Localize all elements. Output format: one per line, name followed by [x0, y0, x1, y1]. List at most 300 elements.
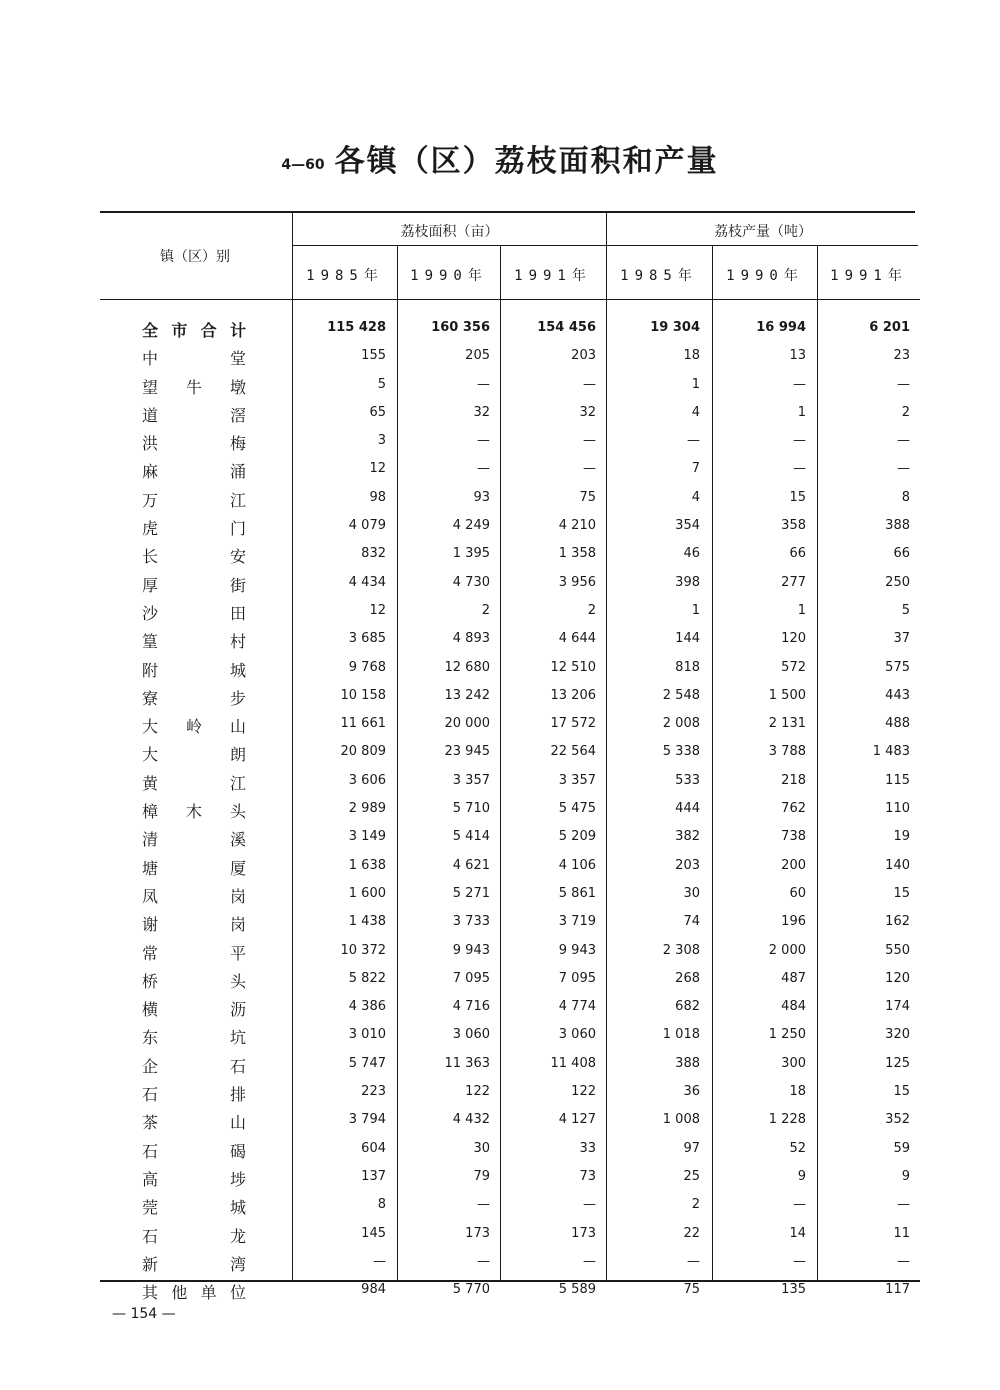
- table-cell: 125: [885, 1055, 910, 1071]
- row-name: [142, 601, 246, 624]
- row-name-char: 其: [142, 1283, 159, 1303]
- table-row: [100, 771, 920, 799]
- row-name: [142, 714, 246, 737]
- table-cell: —: [687, 433, 700, 449]
- table-cell: —: [373, 1253, 386, 1269]
- table-cell: 4 432: [452, 1112, 490, 1128]
- table-cell: 36: [683, 1084, 700, 1100]
- table-cell: 4: [691, 404, 700, 420]
- table-cell: 3 956: [558, 574, 596, 590]
- table-cell: 5 770: [452, 1282, 490, 1298]
- table-cell: 52: [789, 1140, 806, 1156]
- row-name-char: 朗: [229, 745, 246, 765]
- row-name: [142, 318, 246, 341]
- row-name-char: 高: [142, 1169, 159, 1189]
- row-name-char: 他: [171, 1283, 188, 1303]
- table-cell: 277: [781, 574, 806, 590]
- table-cell: 738: [781, 829, 806, 845]
- table-cell: 8: [901, 489, 910, 505]
- table-cell: 196: [781, 914, 806, 930]
- row-name-char: 沥: [229, 1000, 246, 1020]
- table-cell: 140: [885, 857, 910, 873]
- table-cell: 11: [893, 1225, 910, 1241]
- row-name: [142, 771, 246, 794]
- table-cell: 22: [683, 1225, 700, 1241]
- table-cell: 23 945: [444, 744, 490, 760]
- table-row: [100, 629, 920, 657]
- row-name-char: 排: [229, 1085, 246, 1105]
- table-row: [100, 516, 920, 544]
- row-name-char: 埗: [229, 1169, 246, 1189]
- table-cell: 5 822: [348, 970, 386, 986]
- row-name-char: 墩: [229, 377, 246, 397]
- table-cell: 22 564: [550, 744, 596, 760]
- table-cell: 154 456: [537, 320, 596, 335]
- row-name-char: 城: [229, 1198, 246, 1218]
- table-cell: 12: [369, 461, 386, 477]
- table-cell: 300: [781, 1055, 806, 1071]
- table-cell: 5 861: [558, 885, 596, 901]
- table-cell: 4 249: [452, 518, 490, 534]
- table-cell: 2: [691, 1197, 700, 1213]
- row-name-char: 位: [229, 1283, 246, 1303]
- row-name-char: 沙: [142, 603, 159, 623]
- row-name-char: 湾: [229, 1254, 246, 1274]
- table-cell: 122: [571, 1084, 596, 1100]
- table-row: [100, 1110, 920, 1138]
- table-cell: 2: [901, 404, 910, 420]
- table-cell: 13: [789, 348, 806, 364]
- row-name-char: 合: [200, 321, 217, 340]
- table-cell: 23: [893, 348, 910, 364]
- table-cell: 144: [675, 631, 700, 647]
- table-row: [100, 969, 920, 997]
- table-cell: 20 809: [340, 744, 386, 760]
- table-cell: 32: [473, 404, 490, 420]
- table-row: [100, 1195, 920, 1223]
- row-name-char: 厚: [142, 575, 159, 595]
- table-cell: 4 730: [452, 574, 490, 590]
- row-name-char: 牛: [185, 377, 202, 397]
- row-name-char: 涌: [229, 462, 246, 482]
- table-cell: 75: [683, 1282, 700, 1298]
- row-name-char: 堂: [229, 349, 246, 369]
- table-cell: 7 095: [452, 970, 490, 986]
- table-row: [100, 1025, 920, 1053]
- table-cell: —: [793, 1253, 806, 1269]
- row-name-char: 岭: [185, 717, 202, 737]
- table-row: [100, 742, 920, 770]
- row-name: [142, 403, 246, 426]
- table-cell: 984: [361, 1282, 386, 1298]
- table-cell: 155: [361, 348, 386, 364]
- row-name-char: 坑: [229, 1028, 246, 1048]
- table-cell: 11 363: [444, 1055, 490, 1071]
- table-cell: 75: [579, 489, 596, 505]
- table-cell: 137: [361, 1168, 386, 1184]
- table-cell: 533: [675, 772, 700, 788]
- year-header: 1985年: [306, 268, 384, 284]
- row-name-char: 山: [229, 717, 246, 737]
- table-number: 4—60: [281, 157, 325, 173]
- table-cell: 1: [691, 376, 700, 392]
- table-cell: —: [583, 433, 596, 449]
- table-cell: 60: [789, 885, 806, 901]
- table-cell: 2 308: [662, 942, 700, 958]
- table-cell: 398: [675, 574, 700, 590]
- table-row: [100, 856, 920, 884]
- table-cell: 762: [781, 801, 806, 817]
- table-cell: —: [687, 1253, 700, 1269]
- row-name: [142, 912, 246, 935]
- row-name-char: 长: [142, 547, 159, 567]
- table-cell: 382: [675, 829, 700, 845]
- table-title-text: 各镇（区）荔枝面积和产量: [334, 144, 719, 179]
- table-cell: —: [583, 461, 596, 477]
- table-cell: 682: [675, 999, 700, 1015]
- table-cell: 120: [781, 631, 806, 647]
- row-name-char: 黄: [142, 773, 159, 793]
- table-cell: 443: [885, 687, 910, 703]
- table-cell: 122: [465, 1084, 490, 1100]
- table-cell: 1 638: [348, 857, 386, 873]
- table-cell: 388: [885, 518, 910, 534]
- table-cell: —: [897, 461, 910, 477]
- table-cell: 3: [377, 433, 386, 449]
- row-name-char: 街: [229, 575, 246, 595]
- top-rule: [100, 211, 915, 213]
- table-cell: —: [583, 1197, 596, 1213]
- table-cell: 3 719: [558, 914, 596, 930]
- table-row: [100, 799, 920, 827]
- table-cell: 223: [361, 1084, 386, 1100]
- table-cell: 79: [473, 1168, 490, 1184]
- table-cell: 13 242: [444, 687, 490, 703]
- table-cell: 604: [361, 1140, 386, 1156]
- year-header: 1991年: [830, 268, 908, 284]
- table-cell: —: [477, 461, 490, 477]
- row-name-char: 山: [229, 1113, 246, 1133]
- row-name: [142, 629, 246, 652]
- table-cell: 115 428: [327, 320, 386, 335]
- row-name: [142, 1139, 246, 1162]
- year-header: 1990年: [726, 268, 804, 284]
- row-name-char: 江: [229, 490, 246, 510]
- row-name-char: 田: [229, 603, 246, 623]
- table-cell: 25: [683, 1168, 700, 1184]
- table-cell: 550: [885, 942, 910, 958]
- table-cell: —: [897, 433, 910, 449]
- table-cell: 4 386: [348, 999, 386, 1015]
- row-name: [142, 375, 246, 398]
- row-name-char: 梅: [229, 434, 246, 454]
- table-row: [100, 431, 920, 459]
- table-cell: 8: [377, 1197, 386, 1213]
- row-name-char: 碣: [229, 1141, 246, 1161]
- table-cell: 3 357: [452, 772, 490, 788]
- table-cell: 162: [885, 914, 910, 930]
- row-name: [142, 1195, 246, 1218]
- table-cell: 174: [885, 999, 910, 1015]
- row-name-char: 桥: [142, 971, 159, 991]
- row-name-char: 头: [229, 802, 246, 822]
- table-cell: 358: [781, 518, 806, 534]
- output-group-header: 荔枝产量（吨）: [714, 224, 812, 240]
- row-name: [142, 573, 246, 596]
- table-row: [100, 1280, 920, 1308]
- table-cell: 120: [885, 970, 910, 986]
- row-name-char: 洪: [142, 434, 159, 454]
- table-cell: 4 644: [558, 631, 596, 647]
- table-cell: 4 774: [558, 999, 596, 1015]
- table-cell: 5 710: [452, 801, 490, 817]
- row-name-char: 江: [229, 773, 246, 793]
- table-cell: 3 685: [348, 631, 386, 647]
- table-cell: 2 989: [348, 801, 386, 817]
- table-cell: 32: [579, 404, 596, 420]
- table-row-total: [100, 318, 920, 346]
- table-cell: 4 127: [558, 1112, 596, 1128]
- table-cell: 9 943: [558, 942, 596, 958]
- row-name-char: 常: [142, 943, 159, 963]
- table-cell: 1 008: [662, 1112, 700, 1128]
- table-cell: 1 358: [558, 546, 596, 562]
- row-name-char: 企: [142, 1056, 159, 1076]
- table-cell: 1 483: [872, 744, 910, 760]
- row-name: [142, 941, 246, 964]
- table-cell: 1 600: [348, 885, 386, 901]
- table-cell: 488: [885, 716, 910, 732]
- table-cell: 30: [473, 1140, 490, 1156]
- table-cell: 145: [361, 1225, 386, 1241]
- row-name: [142, 516, 246, 539]
- row-name-char: 万: [142, 490, 159, 510]
- row-name: [142, 997, 246, 1020]
- row-name: [142, 1224, 246, 1247]
- row-name-char: 村: [229, 632, 246, 652]
- table-cell: 388: [675, 1055, 700, 1071]
- row-name-char: 清: [142, 830, 159, 850]
- table-cell: 3 357: [558, 772, 596, 788]
- row-name-char: 龙: [229, 1226, 246, 1246]
- table-cell: 160 356: [431, 320, 490, 335]
- table-cell: 173: [571, 1225, 596, 1241]
- table-cell: 1 228: [768, 1112, 806, 1128]
- table-cell: —: [793, 1197, 806, 1213]
- table-cell: 19 304: [650, 320, 700, 335]
- row-name: [142, 459, 246, 482]
- row-name: [142, 969, 246, 992]
- row-name-char: 塘: [142, 858, 159, 878]
- row-name: [142, 346, 246, 369]
- row-name: [142, 544, 246, 567]
- row-name-char: 横: [142, 1000, 159, 1020]
- table-cell: 12 510: [550, 659, 596, 675]
- table-row: [100, 997, 920, 1025]
- row-name-char: 木: [185, 802, 202, 822]
- table-cell: 1 250: [768, 1027, 806, 1043]
- row-name-char: 樟: [142, 802, 159, 822]
- table-cell: 110: [885, 801, 910, 817]
- table-cell: 3 733: [452, 914, 490, 930]
- table-row: [100, 544, 920, 572]
- row-name-char: 溪: [229, 830, 246, 850]
- table-cell: 10 372: [340, 942, 386, 958]
- row-name-char: 石: [142, 1085, 159, 1105]
- row-name: [142, 658, 246, 681]
- table-cell: 5: [377, 376, 386, 392]
- table-cell: 135: [781, 1282, 806, 1298]
- table-cell: 2 131: [768, 716, 806, 732]
- table-cell: 487: [781, 970, 806, 986]
- row-name-char: 岗: [229, 915, 246, 935]
- table-cell: 1: [797, 602, 806, 618]
- table-cell: 3 149: [348, 829, 386, 845]
- table-cell: 93: [473, 489, 490, 505]
- table-cell: 268: [675, 970, 700, 986]
- table-cell: 46: [683, 546, 700, 562]
- table-row: [100, 1082, 920, 1110]
- table-row: [100, 1054, 920, 1082]
- year-header: 1985年: [620, 268, 698, 284]
- table-cell: 5 209: [558, 829, 596, 845]
- table-cell: 16 994: [756, 320, 806, 335]
- table-cell: —: [897, 376, 910, 392]
- table-cell: —: [793, 376, 806, 392]
- table-cell: 65: [369, 404, 386, 420]
- row-name-char: 东: [142, 1028, 159, 1048]
- table-row: [100, 601, 920, 629]
- table-cell: 203: [675, 857, 700, 873]
- row-name-char: 平: [229, 943, 246, 963]
- table-cell: 2 000: [768, 942, 806, 958]
- table-cell: —: [477, 376, 490, 392]
- row-name-char: 单: [200, 1283, 217, 1303]
- table-cell: 200: [781, 857, 806, 873]
- table-cell: 15: [789, 489, 806, 505]
- table-cell: 4 434: [348, 574, 386, 590]
- table-row: [100, 912, 920, 940]
- table-cell: —: [583, 1253, 596, 1269]
- row-name-char: 石: [229, 1056, 246, 1076]
- row-name: [142, 1167, 246, 1190]
- table-cell: 320: [885, 1027, 910, 1043]
- area-group-header: 荔枝面积（亩）: [400, 224, 499, 240]
- table-cell: 4 621: [452, 857, 490, 873]
- table-cell: 203: [571, 348, 596, 364]
- table-cell: 5 747: [348, 1055, 386, 1071]
- table-cell: 20 000: [444, 716, 490, 732]
- table-cell: 5 414: [452, 829, 490, 845]
- table-cell: 3 606: [348, 772, 386, 788]
- table-row: [100, 658, 920, 686]
- table-cell: 2: [481, 602, 490, 618]
- row-name: [142, 431, 246, 454]
- row-name-char: 石: [142, 1226, 159, 1246]
- row-name-char: 门: [229, 519, 246, 539]
- row-name-char: 寮: [142, 688, 159, 708]
- row-name: [142, 884, 246, 907]
- table-cell: 12 680: [444, 659, 490, 675]
- table-cell: 15: [893, 885, 910, 901]
- table-cell: 444: [675, 801, 700, 817]
- table-cell: 33: [579, 1140, 596, 1156]
- row-name: [142, 686, 246, 709]
- table-cell: 5 338: [662, 744, 700, 760]
- row-name-char: 麻: [142, 462, 159, 482]
- row-name-char: 大: [142, 717, 159, 737]
- table-cell: 11 408: [550, 1055, 596, 1071]
- table-row: [100, 686, 920, 714]
- table-cell: 66: [893, 546, 910, 562]
- table-cell: 17 572: [550, 716, 596, 732]
- table-cell: 59: [893, 1140, 910, 1156]
- table-cell: 11 661: [340, 716, 386, 732]
- row-name: [142, 1025, 246, 1048]
- row-name-char: 城: [229, 660, 246, 680]
- row-name: [142, 1252, 246, 1275]
- row-name-char: 中: [142, 349, 159, 369]
- table-cell: 18: [789, 1084, 806, 1100]
- year-header: 1991年: [514, 268, 592, 284]
- table-cell: —: [793, 433, 806, 449]
- table-cell: 5: [901, 602, 910, 618]
- table-cell: 3 010: [348, 1027, 386, 1043]
- table-cell: 3 060: [558, 1027, 596, 1043]
- table-cell: 4 106: [558, 857, 596, 873]
- row-name-char: 安: [229, 547, 246, 567]
- table-cell: 354: [675, 518, 700, 534]
- table-row: [100, 488, 920, 516]
- row-name-char: 道: [142, 405, 159, 425]
- table-cell: 484: [781, 999, 806, 1015]
- row-name-char: 石: [142, 1141, 159, 1161]
- table-cell: 218: [781, 772, 806, 788]
- table-row: [100, 573, 920, 601]
- table-cell: 4 893: [452, 631, 490, 647]
- table-cell: 352: [885, 1112, 910, 1128]
- table-cell: 5 589: [558, 1282, 596, 1298]
- table-row: [100, 827, 920, 855]
- row-name: [142, 799, 246, 822]
- year-header: 1990年: [410, 268, 488, 284]
- table-cell: 4 716: [452, 999, 490, 1015]
- row-name: [142, 1054, 246, 1077]
- table-cell: 115: [885, 772, 910, 788]
- table-row: [100, 1252, 920, 1280]
- table-cell: 1: [797, 404, 806, 420]
- table-cell: —: [477, 433, 490, 449]
- row-name-char: 全: [142, 321, 159, 340]
- table-cell: —: [793, 461, 806, 477]
- table-cell: 832: [361, 546, 386, 562]
- table-body: [100, 318, 920, 1308]
- table-cell: —: [477, 1197, 490, 1213]
- table-cell: 3 060: [452, 1027, 490, 1043]
- table-cell: 1 438: [348, 914, 386, 930]
- row-name-char: 茶: [142, 1113, 159, 1133]
- table-cell: 575: [885, 659, 910, 675]
- table-cell: 1 018: [662, 1027, 700, 1043]
- row-name-char: 滘: [229, 405, 246, 425]
- table-cell: 98: [369, 489, 386, 505]
- row-name-char: 厦: [229, 858, 246, 878]
- table-cell: 10 158: [340, 687, 386, 703]
- row-name: [142, 1110, 246, 1133]
- row-name-char: 附: [142, 660, 159, 680]
- table-row: [100, 375, 920, 403]
- table-cell: 1 395: [452, 546, 490, 562]
